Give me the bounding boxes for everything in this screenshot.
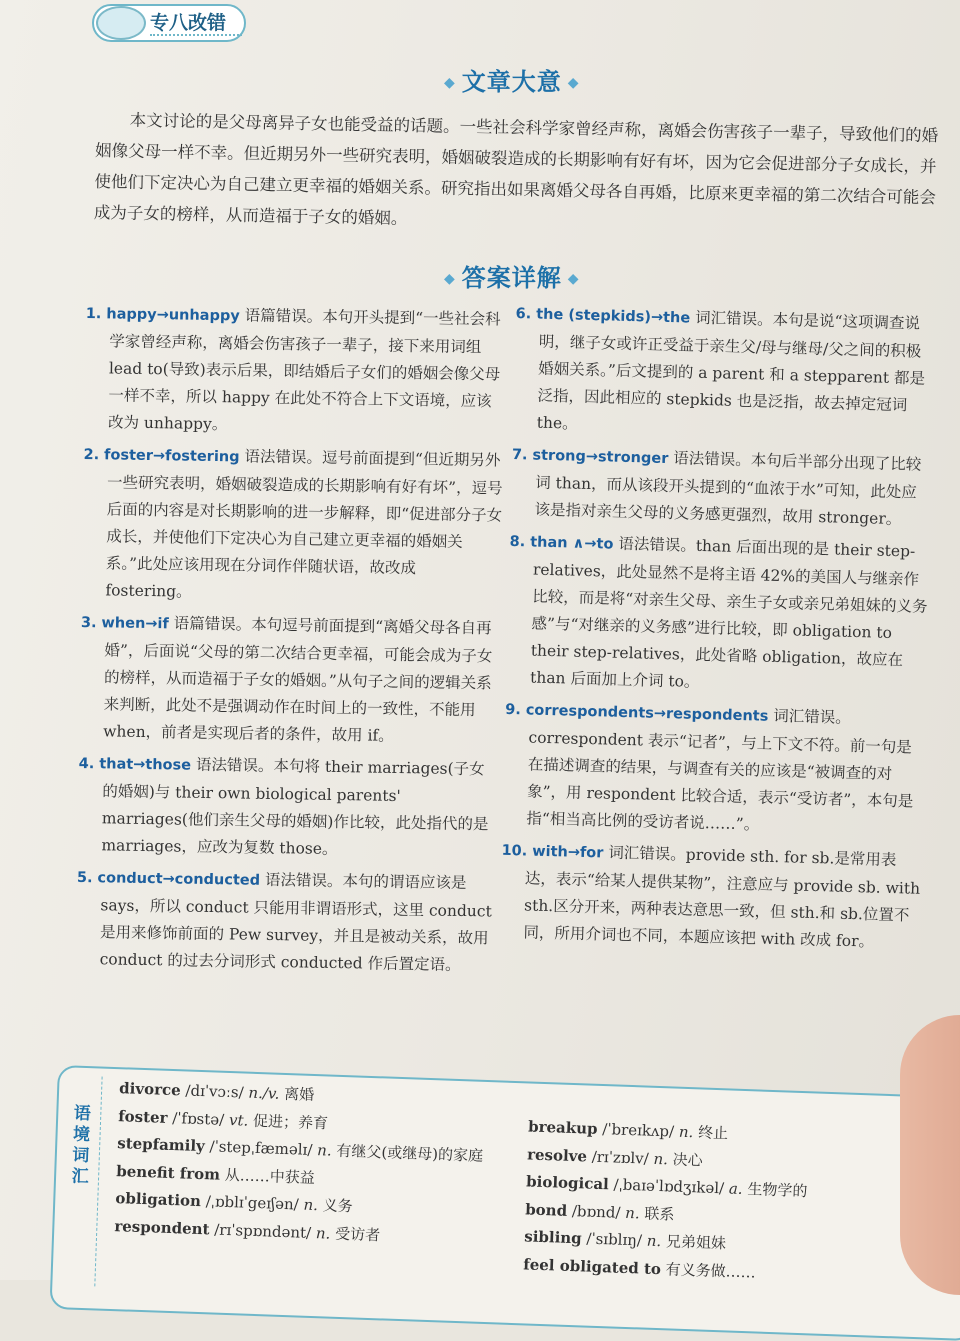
vocab-meaning: 决心 <box>672 1150 704 1170</box>
vocab-meaning: 生物学的 <box>747 1180 808 1201</box>
answer-number: 8. <box>509 533 526 551</box>
vocab-phonetic: /dɪˈvɔːs/ <box>185 1081 245 1102</box>
vocabulary-tab-label: 语境词汇 <box>71 1103 92 1188</box>
vocab-word: foster <box>117 1106 168 1127</box>
vocab-word: sibling <box>523 1227 583 1248</box>
answer-item <box>499 837 922 957</box>
vocab-phonetic: /ˈsɪblɪŋ/ <box>586 1229 643 1250</box>
answers-right-column <box>499 300 936 962</box>
vocab-pos: vt. <box>228 1110 249 1130</box>
header-title: 专八改错 <box>150 12 227 34</box>
vocabulary-left-column <box>114 1075 486 1253</box>
vocab-phonetic: /ˈstepˌfæməlɪ/ <box>209 1137 313 1159</box>
answers-left-column <box>75 300 506 985</box>
answer-number: 9. <box>505 701 522 719</box>
answer-item <box>506 528 930 702</box>
diamond-icon: ◆ <box>444 75 456 91</box>
answer-explanation: 词汇错误。correspondent 表示“记者”，与上下文不符。前一句是在描述调查的结果，与调查有关的应该是“被调查的对象”，用 respondent 比较合适，表示“受访者”，本句是指“相当高比例的受访者说……”。 <box>526 706 914 834</box>
answer-explanation: 语法错误。逗号前面提到“但近期另外一些研究表明，婚姻破裂造成的长期影响有好有坏”，逗号后面的内容是对长期影响的进一步解释，即“促进部分子女成长，并使他们下定决心为自己建立更幸福的婚姻关系。”此处应该用现在分词作伴随状语，故改成 fostering。 <box>105 447 503 601</box>
answers-heading-text: 答案详解 <box>461 264 562 292</box>
answer-correction: with→for <box>531 843 604 862</box>
answer-correction: foster→fostering <box>103 447 240 466</box>
answer-explanation: 语法错误。本句将 their marriages(子女的婚姻)与 their own biological parents' marriages(他们亲生父母的婚姻)作比较，此处指代的是 marriages，应改为复数 those。 <box>101 755 489 859</box>
vocab-phonetic: /rɪˈzɒlv/ <box>591 1147 650 1168</box>
answer-number: 6. <box>515 305 532 323</box>
answer-item <box>75 864 497 980</box>
vocab-meaning: 离婚 <box>283 1084 315 1104</box>
answer-number: 1. <box>85 305 102 323</box>
vocab-word: stepfamily <box>116 1134 206 1156</box>
answer-correction: strong→stronger <box>532 447 669 468</box>
vocab-word: obligation <box>115 1189 202 1211</box>
answer-explanation: 语篇错误。本句逗号前面提到“离婚父母各自再婚”，后面说“父母的第二次结合更幸福，可能会成为子女的榜样，从而造福于子女的婚姻。”从句子之间的逻辑关系来判断，此处不是强调动作在时间上的一致性，不能用 when，前者是实现后者的条件，故用 if。 <box>103 614 493 745</box>
vocab-word: feel obligated to <box>523 1254 662 1278</box>
answer-item <box>84 300 506 443</box>
thumb-photo <box>900 1015 960 1295</box>
vocab-pos: n. <box>315 1223 331 1243</box>
vocab-meaning: 兄弟姐妹 <box>665 1232 727 1253</box>
answer-explanation: 词汇错误。provide sth. for sb.是常用表达，表示“给某人提供某物”，注意应与 provide sb. with sth.区分开来，两种表达意思一致，但 sth.和 sb.位置不同，所用介词也不同，本题应该把 with 改成 for。 <box>523 843 921 951</box>
vocab-meaning: 终止 <box>697 1123 729 1143</box>
vocab-pos: n. <box>303 1195 319 1215</box>
vocabulary-right-column <box>523 1113 810 1288</box>
diamond-icon: ◆ <box>567 75 580 91</box>
answer-explanation: 语法错误。本句后半部分出现了比较词 than，而从该段开头提到的“血浓于水”可知，此处应该是指对亲生父母的义务感更强烈，故用 stronger。 <box>534 449 922 529</box>
vocab-meaning: 从……中获益 <box>224 1165 316 1187</box>
answer-correction: that→those <box>99 756 192 774</box>
vocab-pos: n. <box>316 1141 332 1160</box>
answer-item <box>77 750 499 866</box>
vocab-phonetic: /bɒnd/ <box>571 1201 621 1222</box>
vocab-meaning: 促进；养育 <box>252 1111 329 1132</box>
vocab-word: respondent <box>114 1216 210 1238</box>
answer-number: 7. <box>511 446 528 464</box>
answer-number: 5. <box>76 869 93 887</box>
vocab-phonetic: /ˌɒblɪˈgeɪʃən/ <box>205 1192 300 1214</box>
summary-heading <box>438 62 586 97</box>
vocab-phonetic: /ˌbaɪəˈlɒdʒɪkəl/ <box>613 1175 725 1198</box>
vocab-pos: n. <box>653 1149 669 1168</box>
diamond-icon: ◆ <box>567 271 580 287</box>
vocab-word: divorce <box>118 1079 182 1100</box>
answer-number: 4. <box>78 755 95 773</box>
answer-correction: the (stepkids)→the <box>535 306 691 327</box>
vocab-meaning: 有义务做…… <box>665 1259 757 1281</box>
vocab-meaning: 有继父(或继母)的家庭 <box>336 1141 484 1165</box>
vocab-pos: n. <box>678 1122 694 1142</box>
summary-text: 本文讨论的是父母离异子女也能受益的话题。一些社会科学家曾经声称，离婚会伤害孩子一辈子，导致他们的婚姻像父母一样不幸。但近期另外一些研究表明，婚姻破裂造成的长期影响有好有坏，因为它会促进部分子女成长，并使他们下定决心为自己建立更幸福的婚姻关系。研究指出如果离婚父母各自再婚，比原来更幸福的第二次结合可能会成为子女的榜样，从而造福于子女的婚姻。 <box>93 110 939 228</box>
vocab-word: benefit from <box>116 1161 221 1184</box>
vocab-word: bond <box>524 1199 568 1220</box>
answer-number: 3. <box>80 614 97 632</box>
answer-correction: correspondents→respondents <box>525 702 769 725</box>
vocab-phonetic: /rɪˈspɒndənt/ <box>213 1220 312 1242</box>
vocab-pos: a. <box>728 1179 743 1198</box>
vocabulary-box <box>49 1065 960 1341</box>
answer-explanation: 语法错误。than 后面出现的是 their step-relatives，此处显然不是将主语 42%的美国人与继亲作比较，而是将“对亲生父母、亲生子女或亲兄弟姐妹的义务感”与“对继亲的义务感”进行比较，即 obligation to their step-relatives，此处省略 obligation，故应在 than 后面加上介词 to。 <box>529 534 928 691</box>
answer-explanation: 语篇错误。本句开头提到“一些社会科学家曾经声称，离婚会伤害孩子一辈子，接下来用词组 lead to(导致)表示后果，即结婚后子女们的婚姻会像父母一样不幸，所以 happy 在此处不符合上下文语境，应该改为 unhappy。 <box>107 306 501 434</box>
answer-number: 2. <box>83 446 100 464</box>
diamond-icon: ◆ <box>444 271 456 287</box>
vocab-pos: n. <box>646 1231 662 1251</box>
answer-explanation: 语法错误。本句的谓语应该是 says，所以 conduct 只能用非谓语形式，这里 conduct 是用来修饰前面的 Pew survey，并且是被动关系，故用 conduct 的过去分词形式 conducted 作后置定语。 <box>99 870 492 974</box>
vocab-pos: n./v. <box>248 1083 280 1103</box>
answer-item <box>79 609 501 752</box>
answer-correction: conduct→conducted <box>97 870 261 889</box>
vocab-phonetic: /ˈfɒstə/ <box>171 1108 225 1129</box>
answer-item <box>512 300 935 447</box>
vocab-word: breakup <box>527 1117 598 1138</box>
answer-correction: happy→unhappy <box>106 306 240 325</box>
answer-correction: than ∧→to <box>529 534 614 553</box>
header-underline <box>150 34 242 36</box>
answer-correction: when→if <box>101 615 169 633</box>
answer-item <box>502 696 925 843</box>
answer-explanation: 词汇错误。本句是说“这项调查说明，继子女或许正受益于亲生父/母与继母/父之间的积极婚姻关系。”后文提到的 a parent 和 a stepparent 都是泛指，因此相应的 stepkids 也是泛指，故去掉定冠词 the。 <box>536 308 926 433</box>
vocab-meaning: 联系 <box>644 1204 675 1224</box>
vocab-meaning: 义务 <box>322 1196 354 1216</box>
vocab-pos: n. <box>624 1203 640 1222</box>
answers-heading <box>438 258 586 293</box>
vocab-meaning: 受访者 <box>334 1224 381 1244</box>
vocab-word: biological <box>525 1172 610 1194</box>
answer-item <box>81 441 504 611</box>
vocab-word: resolve <box>526 1144 588 1166</box>
answer-item <box>510 441 932 534</box>
vocab-phonetic: /ˈbreɪkʌp/ <box>602 1120 675 1141</box>
summary-heading-text: 文章大意 <box>461 68 562 96</box>
answer-number: 10. <box>501 842 528 860</box>
book-logo-icon <box>96 6 146 40</box>
